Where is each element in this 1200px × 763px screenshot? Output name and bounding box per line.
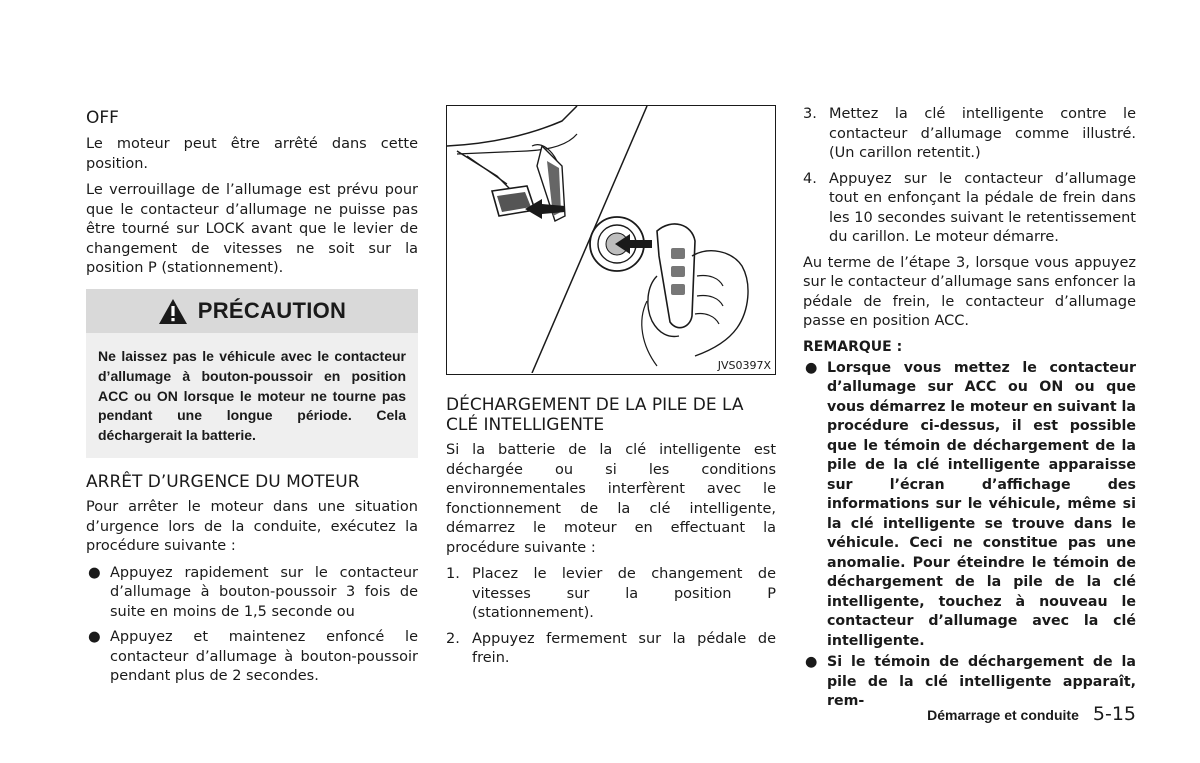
list-item: 1. Placez le levier de changement de vitesses sur la position P (stationnement). <box>446 566 776 621</box>
arret-heading: ARRÊT D’URGENCE DU MOTEUR <box>86 472 360 492</box>
decharge-heading: DÉCHARGEMENT DE LA PILE DE LA CLÉ INTELLIGENTE <box>446 395 744 435</box>
list-item: ● Lorsque vous mettez le contacteur d’allumage sur ACC ou ON ou que vous démarrez le moteur en suivant la procédure ci-dessus, il est possible que le témoin de déchargement de la pile de la clé intelligente apparaisse sur l’écran d’affichage des informations sur le véhicule, même si la clé intelligente se trouve dans le véhicule. Ceci ne constitue pas une anomalie. Pour éteindre le témoin de déchargement de la pile de la clé intelligente, touchez à nouveau le contacteur d’allumage avec la clé intelligente. <box>805 359 1136 649</box>
bullet-icon: ● <box>805 654 818 670</box>
au-terme-paragraph: Au terme de l’étape 3, lorsque vous appuyez sur le contacteur d’allumage sans enfoncer la pédale de frein, le contacteur d’allumage passe en position ACC. <box>803 254 1136 329</box>
list-item: 2. Appuyez fermement sur la pédale de frein. <box>446 630 776 666</box>
decharge-paragraph: Si la batterie de la clé intelligente est déchargée ou si les conditions environnementales interfèrent avec le fonctionnement de la clé intelligente, démarrez le moteur en effectuant la procédure suivante : <box>446 442 776 556</box>
illustration-figure <box>446 105 776 375</box>
caution-title: PRÉCAUTION <box>197 298 347 323</box>
footer-section-title: Démarrage et conduite <box>927 707 1079 723</box>
caution-header <box>86 289 418 333</box>
page-number: 5-15 <box>1092 703 1136 725</box>
remarque-bullet-list <box>803 359 1136 712</box>
bullet-icon: ● <box>88 629 101 645</box>
page-footer <box>927 703 1136 725</box>
list-item: ● Appuyez et maintenez enfoncé le contacteur d’allumage à bouton-poussoir pendant plus de 2 secondes. <box>88 629 418 684</box>
remarque-label: REMARQUE : <box>803 338 903 355</box>
caution-text: Ne laissez pas le véhicule avec le contacteur d’allumage à bouton-poussoir en position ACC ou ON lorsque le moteur ne tourne pas pendant une longue période. Cela déchargerait la batterie. <box>86 333 418 458</box>
smart-key-ignition-illustration <box>447 106 774 373</box>
warning-triangle-icon <box>158 298 188 325</box>
bullet-icon: ● <box>805 359 818 376</box>
list-item: 4. Appuyez sur le contacteur d’allumage tout en enfonçant la pédale de frein dans les 10 secondes suivant le retentissement du carillon. Le moteur démarre. <box>803 170 1136 245</box>
arret-bullet-list <box>86 564 418 687</box>
decharge-steps <box>446 565 776 669</box>
off-paragraph-2: Le verrouillage de l’allumage est prévu pour que le contacteur d’allumage ne puisse pas être tourné sur LOCK avant que le levier de changement de vitesses ne soit sur la position P (stationnement). <box>86 182 418 276</box>
caution-box <box>86 289 418 458</box>
arret-paragraph: Pour arrêter le moteur dans une situation d’urgence lors de la conduite, exécutez la procédure suivante : <box>86 499 418 554</box>
list-item: 3. Mettez la clé intelligente contre le contacteur d’allumage comme illustré. (Un carillon retentit.) <box>803 106 1136 161</box>
bullet-icon: ● <box>88 564 101 581</box>
off-paragraph-1: Le moteur peut être arrêté dans cette position. <box>86 136 418 172</box>
figure-code: JVS0397X <box>717 359 771 372</box>
off-heading: OFF <box>86 108 119 128</box>
list-item: ● Si le témoin de déchargement de la pile de la clé intelligente apparaît, rem- <box>805 654 1136 709</box>
start-steps <box>803 105 1136 248</box>
list-item: ● Appuyez rapidement sur le contacteur d’allumage à bouton-poussoir 3 fois de suite en moins de 1,5 seconde ou <box>88 564 418 620</box>
